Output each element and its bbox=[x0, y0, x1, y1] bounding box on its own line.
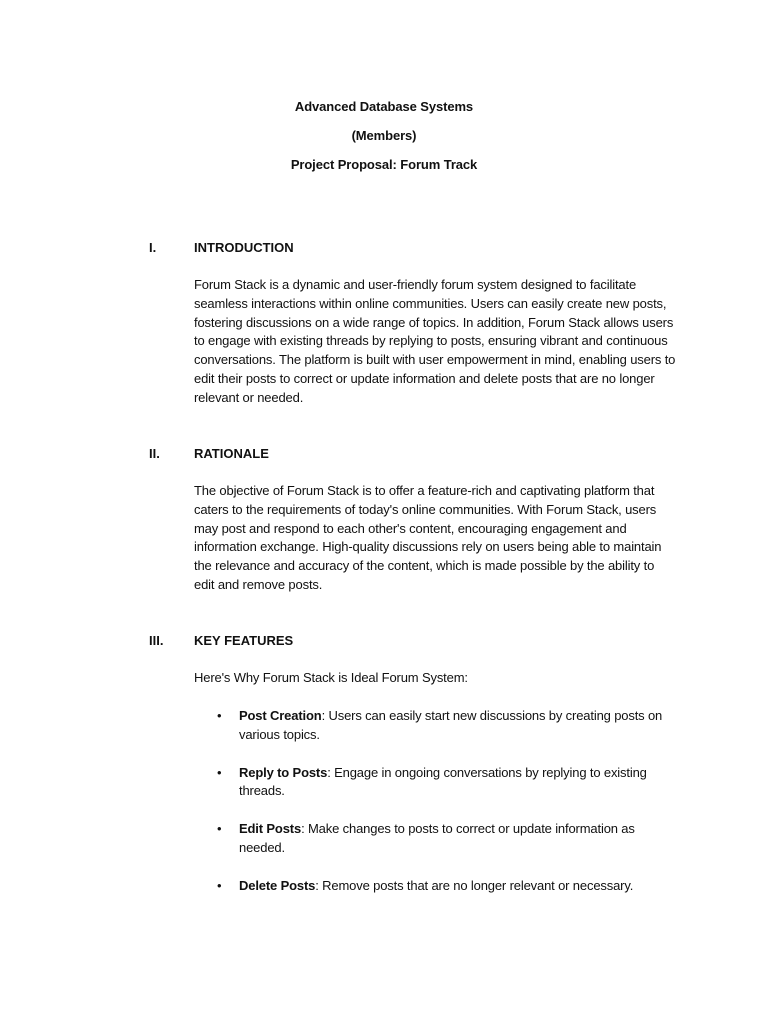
members-line: (Members) bbox=[351, 128, 417, 143]
feature-term: Reply to Posts bbox=[239, 764, 328, 780]
bullet-icon: • bbox=[217, 877, 222, 893]
feature-description: : Remove posts that are no longer relevant or necessary. bbox=[315, 877, 634, 893]
list-item bbox=[194, 764, 676, 802]
feature-term: Edit Posts bbox=[239, 821, 302, 837]
section-heading: RATIONALE bbox=[194, 446, 269, 461]
proposal-title: Project Proposal: Forum Track bbox=[290, 157, 478, 172]
feature-term: Delete Posts bbox=[239, 877, 316, 893]
document-header bbox=[0, 92, 768, 179]
feature-list bbox=[194, 707, 676, 915]
list-item bbox=[194, 877, 676, 896]
feature-description: : Make changes to posts to correct or update information as needed. bbox=[239, 821, 635, 855]
section-heading: INTRODUCTION bbox=[194, 240, 294, 255]
feature-term: Post Creation bbox=[239, 708, 322, 723]
bullet-icon: • bbox=[217, 821, 222, 837]
feature-description: : Engage in ongoing conversations by replying to existing threads. bbox=[239, 764, 647, 799]
bullet-icon: • bbox=[217, 764, 222, 780]
section-heading: KEY FEATURES bbox=[194, 633, 294, 648]
section-body: Forum Stack is a dynamic and user-friendly forum system designed to facilitate seamless interactions within online communities. Users can easily create new posts, fostering discussions on a wide range of topics. In addition, Forum Stack allows users to engage with existing threads by replying to posts, ensuring vibrant and continuous conversations. The platform is built with user empowerment in mind, enabling users to edit their posts to correct or update information and delete posts that are no longer relevant or needed. bbox=[194, 277, 676, 405]
section-number: II. bbox=[149, 446, 160, 461]
bullet-icon: • bbox=[217, 708, 222, 723]
list-item bbox=[194, 820, 676, 858]
section-number: III. bbox=[149, 633, 164, 648]
feature-description: : Users can easily start new discussions by creating posts on various topics. bbox=[239, 708, 663, 742]
list-item bbox=[194, 707, 676, 745]
section-intro-line: Here's Why Forum Stack is Ideal Forum System: bbox=[194, 670, 468, 685]
section-number: I. bbox=[149, 240, 157, 255]
section-body: The objective of Forum Stack is to offer a feature-rich and captivating platform that caters to the requirements of today's online communities. With Forum Stack, users may post and respond to each other's content, encouraging engagement and information exchange. High-quality discussions rely on users being able to maintain the relevance and accuracy of the content, which is made possible by the ability to edit and remove posts. bbox=[194, 483, 662, 592]
course-title: Advanced Database Systems bbox=[294, 99, 474, 114]
